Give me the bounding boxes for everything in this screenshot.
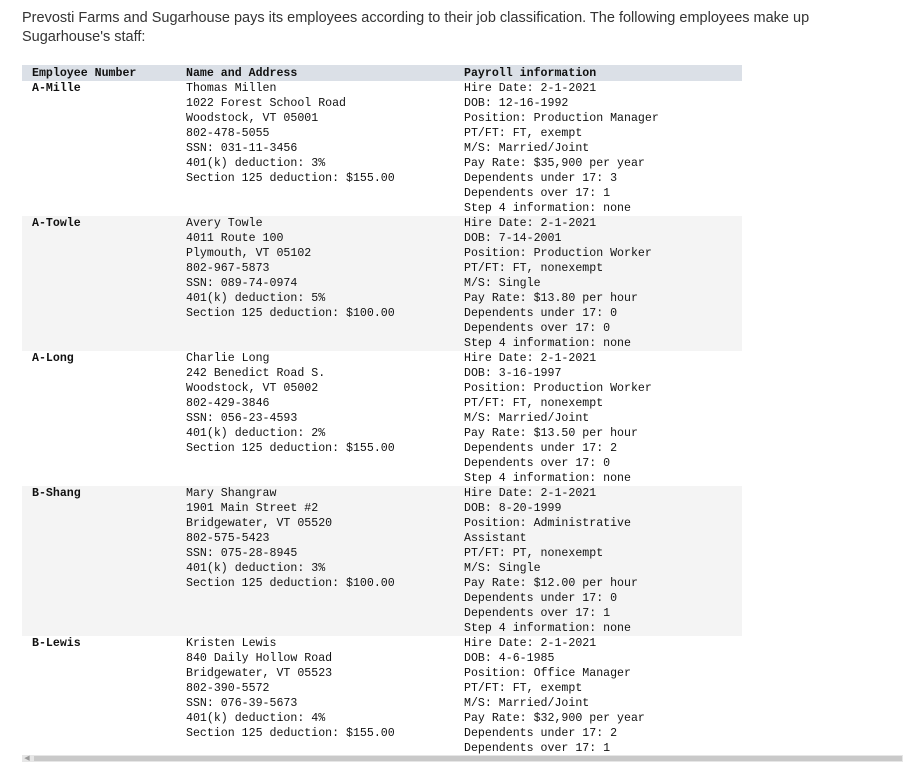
name-address-line: Charlie Long — [186, 352, 270, 365]
payroll-info-line: Dependents over 17: 1 — [464, 187, 611, 200]
payroll-info-line: Position: Production Manager — [464, 112, 659, 125]
name-address-line: 401(k) deduction: 2% — [186, 427, 326, 440]
payroll-info-line: Pay Rate: $32,900 per year — [464, 712, 645, 725]
payroll-info-line: DOB: 12-16-1992 — [464, 97, 569, 110]
table-row — [22, 351, 742, 486]
payroll-info-line: Dependents over 17: 0 — [464, 457, 611, 470]
name-address-line: Bridgewater, VT 05520 — [186, 517, 333, 530]
name-address-cell — [186, 216, 464, 351]
name-address-line: Section 125 deduction: $100.00 — [186, 307, 395, 320]
payroll-info-line: Dependents under 17: 3 — [464, 172, 618, 185]
payroll-info-line: M/S: Single — [464, 277, 541, 290]
employee-number-cell: A-Mille — [22, 81, 186, 216]
name-address-line: Section 125 deduction: $155.00 — [186, 172, 395, 185]
intro-paragraph: Prevosti Farms and Sugarhouse pays its employees according to their job classification. The following employees make up Sugarhouse's staff: — [22, 10, 810, 45]
payroll-info-line: Pay Rate: $13.80 per hour — [464, 292, 638, 305]
name-address-line: Bridgewater, VT 05523 — [186, 667, 333, 680]
payroll-info-cell — [464, 81, 742, 216]
triangle-left-icon[interactable]: ◀ — [24, 754, 30, 762]
payroll-info-line: Hire Date: 2-1-2021 — [464, 637, 597, 650]
payroll-info-line: Hire Date: 2-1-2021 — [464, 217, 597, 230]
payroll-info-line: Dependents over 17: 1 — [464, 607, 611, 620]
name-address-line: 4011 Route 100 — [186, 232, 284, 245]
payroll-info-cell — [464, 216, 742, 351]
payroll-info-line: Dependents under 17: 2 — [464, 727, 618, 740]
name-address-line: 401(k) deduction: 5% — [186, 292, 326, 305]
payroll-info-line: Hire Date: 2-1-2021 — [464, 82, 597, 95]
payroll-info-line: Dependents under 17: 0 — [464, 592, 618, 605]
table-row — [22, 81, 742, 216]
payroll-info-cell — [464, 351, 742, 486]
horizontal-scrollbar[interactable] — [22, 755, 903, 762]
payroll-info-line: PT/FT: FT, nonexempt — [464, 262, 604, 275]
payroll-info-line: Step 4 information: none — [464, 472, 631, 485]
payroll-info-line: Pay Rate: $35,900 per year — [464, 157, 645, 170]
name-address-line: 802-390-5572 — [186, 682, 270, 695]
name-address-line: Section 125 deduction: $100.00 — [186, 577, 395, 590]
name-address-line: SSN: 056-23-4593 — [186, 412, 298, 425]
name-address-line: 840 Daily Hollow Road — [186, 652, 333, 665]
name-address-line: 802-478-5055 — [186, 127, 270, 140]
header-payroll-information: Payroll information — [464, 65, 742, 81]
payroll-info-line: Pay Rate: $12.00 per hour — [464, 577, 638, 590]
payroll-info-line: M/S: Single — [464, 562, 541, 575]
payroll-info-line: Dependents under 17: 0 — [464, 307, 618, 320]
name-address-line: 802-429-3846 — [186, 397, 270, 410]
name-address-line: 802-967-5873 — [186, 262, 270, 275]
employee-table — [22, 65, 742, 756]
name-address-line: Mary Shangraw — [186, 487, 277, 500]
name-address-line: Plymouth, VT 05102 — [186, 247, 312, 260]
name-address-line: SSN: 076-39-5673 — [186, 697, 298, 710]
name-address-line: Thomas Millen — [186, 82, 277, 95]
table-header-row — [22, 65, 742, 81]
payroll-info-line: DOB: 3-16-1997 — [464, 367, 562, 380]
payroll-info-cell — [464, 486, 742, 636]
name-address-line: 401(k) deduction: 3% — [186, 562, 326, 575]
name-address-line: 401(k) deduction: 3% — [186, 157, 326, 170]
name-address-line: Woodstock, VT 05001 — [186, 112, 319, 125]
payroll-info-line: PT/FT: FT, exempt — [464, 682, 583, 695]
name-address-cell — [186, 486, 464, 636]
payroll-info-line: M/S: Married/Joint — [464, 697, 590, 710]
name-address-line: 1901 Main Street #2 — [186, 502, 319, 515]
name-address-cell — [186, 351, 464, 486]
employee-number-cell: B-Lewis — [22, 636, 186, 756]
payroll-info-line: DOB: 8-20-1999 — [464, 502, 562, 515]
name-address-line: 802-575-5423 — [186, 532, 270, 545]
payroll-info-line: Dependents over 17: 0 — [464, 322, 611, 335]
payroll-info-line: DOB: 4-6-1985 — [464, 652, 555, 665]
payroll-info-line: Dependents over 17: 1 — [464, 742, 611, 755]
table-row — [22, 216, 742, 351]
payroll-info-line: Position: Administrative — [464, 517, 631, 530]
name-address-line: Section 125 deduction: $155.00 — [186, 727, 395, 740]
table-row — [22, 486, 742, 636]
payroll-info-line: M/S: Married/Joint — [464, 412, 590, 425]
payroll-info-line: DOB: 7-14-2001 — [464, 232, 562, 245]
name-address-line: Section 125 deduction: $155.00 — [186, 442, 395, 455]
payroll-info-line: Position: Production Worker — [464, 382, 652, 395]
name-address-line: 242 Benedict Road S. — [186, 367, 326, 380]
header-employee-number: Employee Number — [22, 65, 186, 81]
payroll-info-line: Pay Rate: $13.50 per hour — [464, 427, 638, 440]
name-address-line: SSN: 031-11-3456 — [186, 142, 298, 155]
name-address-line: 1022 Forest School Road — [186, 97, 347, 110]
payroll-info-line: Step 4 information: none — [464, 337, 631, 350]
name-address-line: 401(k) deduction: 4% — [186, 712, 326, 725]
payroll-info-line: PT/FT: PT, nonexempt — [464, 547, 604, 560]
name-address-line: Woodstock, VT 05002 — [186, 382, 319, 395]
payroll-info-line: Position: Office Manager — [464, 667, 631, 680]
payroll-info-line: Hire Date: 2-1-2021 — [464, 352, 597, 365]
name-address-line: Avery Towle — [186, 217, 263, 230]
payroll-info-line: Step 4 information: none — [464, 622, 631, 635]
employee-number-cell: A-Towle — [22, 216, 186, 351]
scrollbar-thumb[interactable] — [34, 756, 902, 761]
employee-number-cell: A-Long — [22, 351, 186, 486]
payroll-info-line: Step 4 information: none — [464, 202, 631, 215]
table-row — [22, 636, 742, 756]
name-address-cell — [186, 81, 464, 216]
payroll-info-line: PT/FT: FT, nonexempt — [464, 397, 604, 410]
name-address-line: Kristen Lewis — [186, 637, 277, 650]
payroll-info-line: Dependents under 17: 2 — [464, 442, 618, 455]
payroll-info-line: Assistant — [464, 532, 527, 545]
payroll-info-line: Hire Date: 2-1-2021 — [464, 487, 597, 500]
payroll-info-line: M/S: Married/Joint — [464, 142, 590, 155]
header-name-address: Name and Address — [186, 65, 464, 81]
employee-number-cell: B-Shang — [22, 486, 186, 636]
payroll-info-cell — [464, 636, 742, 756]
payroll-info-line: Position: Production Worker — [464, 247, 652, 260]
employee-table-container — [22, 65, 742, 756]
name-address-line: SSN: 089-74-0974 — [186, 277, 298, 290]
name-address-cell — [186, 636, 464, 756]
table-body — [22, 81, 742, 756]
payroll-info-line: PT/FT: FT, exempt — [464, 127, 583, 140]
name-address-line: SSN: 075-28-8945 — [186, 547, 298, 560]
